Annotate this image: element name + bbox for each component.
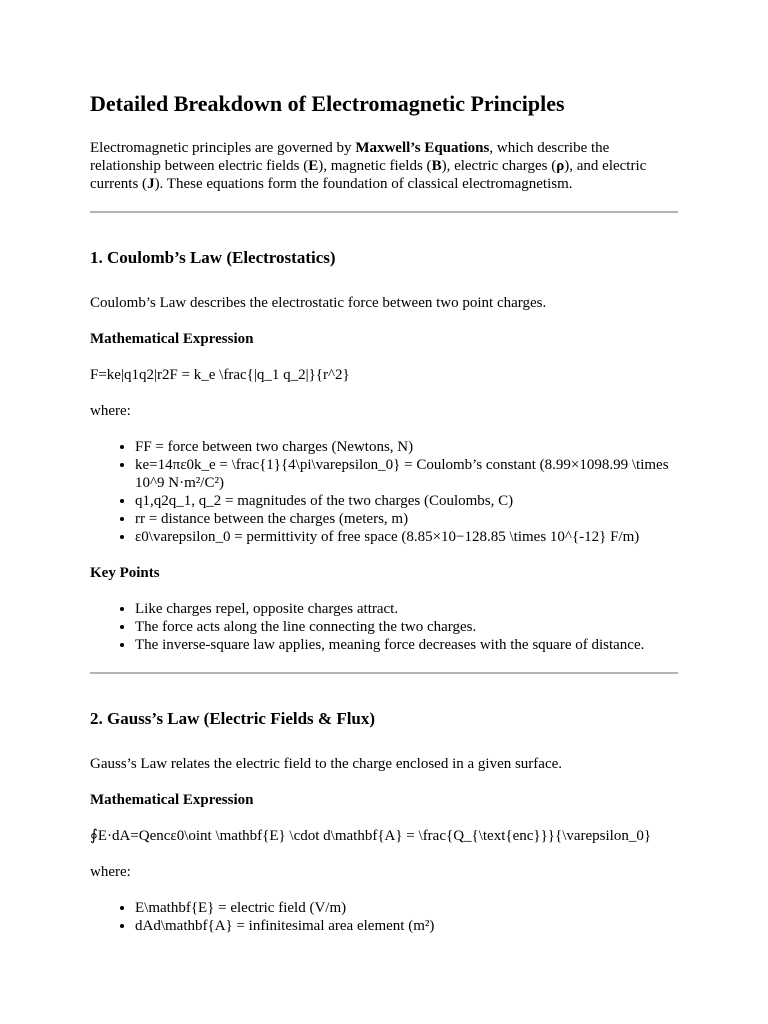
symbol-j: J — [147, 176, 155, 192]
maxwell-term: Maxwell’s Equations — [355, 140, 490, 156]
gauss-formula: ∮E·dA=Qencε0\oint \mathbf{E} \cdot d\mathbf{A} = \frac{Q_{\text{enc}}}{\varepsilon_0} — [90, 828, 652, 844]
gauss-variable-list — [90, 899, 678, 935]
coulomb-where: where: — [90, 403, 131, 419]
gauss-description: Gauss’s Law relates the electric field to the charge enclosed in a given surface. — [90, 756, 563, 772]
symbol-b: B — [431, 158, 442, 174]
intro-text-1: Electromagnetic principles are governed by — [90, 140, 356, 156]
list-item: • ke=14πε0k_e = \frac{1}{4\pi\varepsilon_0} = Coulomb’s constant (8.99×1098.99 \times 10^9 N·m²/C²) — [135, 456, 678, 492]
list-item: • dAd\mathbf{A} = infinitesimal area element (m²) — [135, 917, 678, 935]
gauss-where: where: — [90, 864, 131, 880]
list-item: • The force acts along the line connecting the two charges. — [135, 618, 678, 636]
section-heading-coulomb: 1. Coulomb’s Law (Electrostatics) — [90, 248, 336, 267]
symbol-rho: ρ — [556, 158, 565, 174]
intro-text-4: ), electric charges ( — [441, 158, 557, 174]
key-points-heading: Key Points — [90, 565, 160, 581]
page-title: Detailed Breakdown of Electromagnetic Principles — [90, 91, 565, 116]
list-item: • ε0\varepsilon_0 = permittivity of free space (8.85×10−128.85 \times 10^{-12} F/m) — [135, 528, 678, 546]
intro-paragraph — [90, 139, 678, 193]
list-item: • q1,q2q_1, q_2 = magnitudes of the two charges (Coulombs, C) — [135, 492, 678, 510]
intro-text-2: , which describe the relationship between electric fields ( — [90, 140, 610, 174]
intro-text-5: ), and electric currents ( — [90, 158, 647, 192]
coulomb-variable-list — [90, 438, 678, 546]
list-item: • rr = distance between the charges (meters, m) — [135, 510, 678, 528]
list-item: • E\mathbf{E} = electric field (V/m) — [135, 899, 678, 917]
key-points-list — [90, 600, 678, 654]
list-item: • FF = force between two charges (Newtons, N) — [135, 438, 678, 456]
section-heading-gauss: 2. Gauss’s Law (Electric Fields & Flux) — [90, 709, 376, 728]
document-content — [90, 90, 678, 935]
coulomb-description: Coulomb’s Law describes the electrostatic force between two point charges. — [90, 295, 547, 311]
coulomb-math-heading: Mathematical Expression — [90, 331, 254, 347]
intro-text-6: ). These equations form the foundation of classical electromagnetism. — [154, 176, 573, 192]
coulomb-formula: F=ke|q1q2|r2F = k_e \frac{|q_1 q_2|}{r^2} — [90, 367, 350, 383]
list-item: • Like charges repel, opposite charges attract. — [135, 600, 678, 618]
list-item: • The inverse-square law applies, meaning force decreases with the square of distance. — [135, 636, 678, 654]
gauss-math-heading: Mathematical Expression — [90, 792, 254, 808]
symbol-e: E — [308, 158, 319, 174]
intro-text-3: ), magnetic fields ( — [318, 158, 432, 174]
